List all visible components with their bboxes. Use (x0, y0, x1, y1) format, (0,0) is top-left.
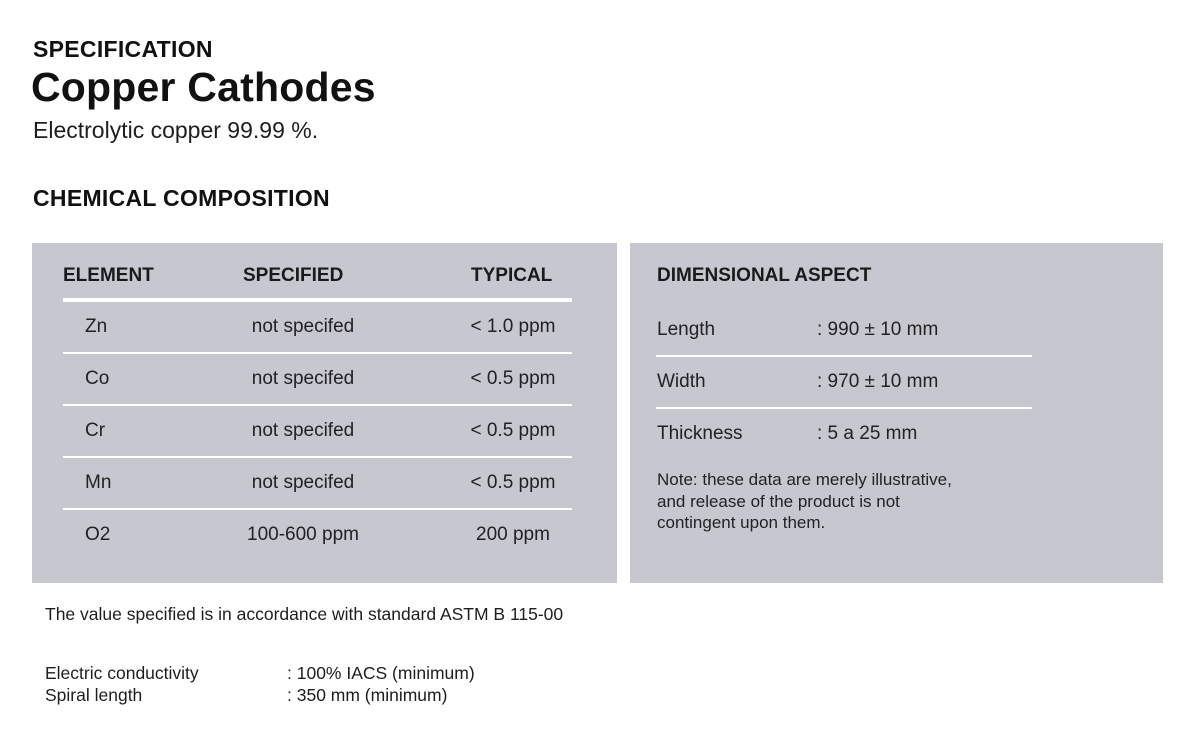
element-cell: Co (85, 368, 110, 389)
page-subtitle: Electrolytic copper 99.99 %. (33, 117, 319, 143)
element-cell: O2 (85, 524, 111, 545)
column-header-specified: SPECIFIED (243, 265, 344, 286)
dimension-value: : 990 ± 10 mm (817, 319, 939, 340)
specified-cell: not specifed (251, 316, 355, 337)
typical-cell: < 0.5 ppm (470, 368, 556, 389)
typical-cell: < 1.0 ppm (470, 316, 556, 337)
specified-cell: not specifed (251, 420, 355, 441)
dimension-label: Thickness (657, 423, 743, 444)
dimensional-heading: DIMENSIONAL ASPECT (657, 265, 872, 286)
dimensional-note (657, 469, 1037, 534)
table-row (63, 458, 572, 510)
dimension-value: : 970 ± 10 mm (817, 371, 939, 392)
note-line: and release of the product is not (657, 491, 900, 511)
column-header-element: ELEMENT (63, 265, 154, 286)
note-line: contingent upon them. (657, 513, 826, 532)
property-value: : 350 mm (minimum) (287, 685, 448, 705)
property-value: : 100% IACS (minimum) (287, 663, 475, 683)
typical-cell: < 0.5 ppm (470, 420, 556, 441)
composition-panel (32, 243, 617, 583)
dimension-label: Length (657, 319, 716, 340)
dimensional-panel (630, 243, 1163, 583)
table-row (63, 406, 572, 458)
note-line: Note: these data are merely illustrative, (657, 470, 952, 489)
dimension-label: Width (657, 371, 706, 392)
standard-footnote: The value specified is in accordance with standard ASTM B 115-00 (45, 604, 564, 624)
list-item (656, 357, 1032, 409)
list-item (656, 305, 1032, 357)
element-cell: Zn (85, 316, 108, 337)
property-label: Electric conductivity (45, 663, 199, 683)
element-cell: Mn (85, 472, 112, 493)
document-eyebrow: SPECIFICATION (33, 36, 213, 62)
composition-heading: CHEMICAL COMPOSITION (33, 185, 330, 211)
specified-cell: 100-600 ppm (247, 524, 359, 545)
specified-cell: not specifed (251, 368, 355, 389)
list-item (656, 409, 1032, 459)
table-row (63, 354, 572, 406)
dimensional-list (656, 305, 1032, 459)
dimension-value: : 5 a 25 mm (817, 423, 918, 444)
element-cell: Cr (85, 420, 106, 441)
table-row (63, 302, 572, 354)
composition-table-header (63, 243, 572, 302)
column-header-typical: TYPICAL (471, 265, 553, 286)
typical-cell: 200 ppm (476, 524, 550, 545)
typical-cell: < 0.5 ppm (470, 472, 556, 493)
table-row (63, 510, 572, 564)
page-title: Copper Cathodes (31, 64, 376, 110)
specified-cell: not specifed (251, 472, 355, 493)
property-label: Spiral length (45, 685, 143, 705)
composition-table (63, 243, 572, 564)
